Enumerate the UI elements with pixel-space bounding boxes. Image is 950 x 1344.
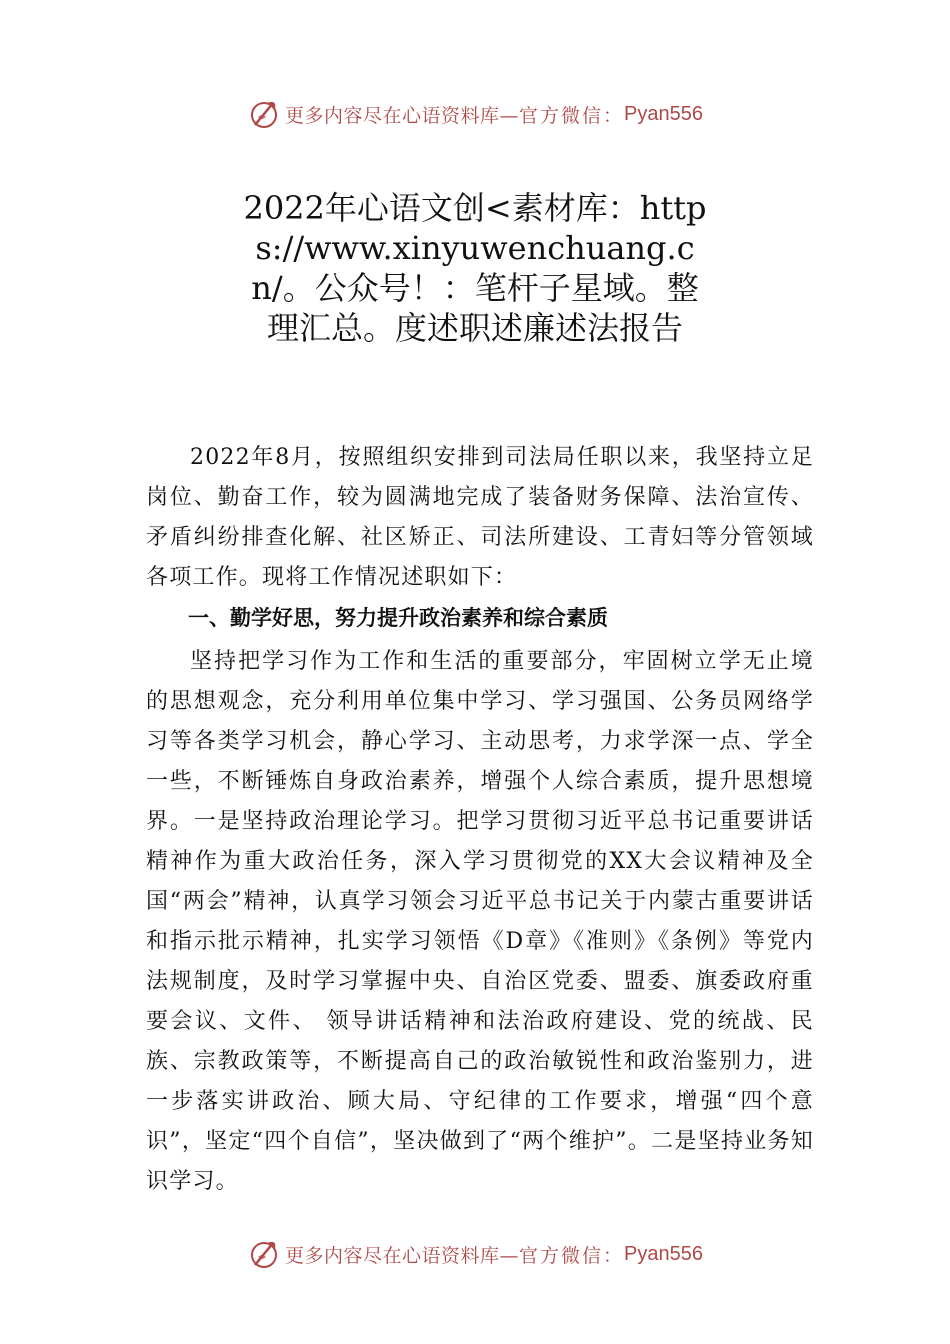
- quill-logo-icon: [247, 97, 281, 131]
- quill-logo-icon: [247, 1237, 281, 1271]
- banner-wechat-id: Pyan556: [624, 1242, 703, 1265]
- document-title: 2022年心语文创<素材库：https://www.xinyuwenchuang.cn/。公众号！：笔杆子星域。整理汇总。度述职述廉述法报告: [243, 189, 707, 347]
- footer-banner: [0, 1234, 950, 1274]
- header-banner: [0, 94, 950, 134]
- banner-text: 更多内容尽在心语资料库—: [285, 104, 520, 127]
- banner-wechat-label: 官方微信：: [519, 1244, 625, 1267]
- section-heading: 一、勤学好思，努力提升政治素养和综合素质: [188, 606, 608, 630]
- banner-wechat-id: Pyan556: [624, 102, 703, 125]
- intro-paragraph: 2022年8月，按照组织安排到司法局任职以来，我坚持立足岗位、勤奋工作，较为圆满地完成了装备财务保障、法治宣传、矛盾纠纷排查化解、社区矫正、司法所建设、工青妇等分管领域各项工作。现将工作情况述职如下：: [146, 445, 814, 590]
- document-body: [146, 438, 814, 1202]
- banner-text: 更多内容尽在心语资料库—: [285, 1244, 520, 1267]
- section-paragraph: 坚持把学习作为工作和生活的重要部分，牢固树立学无止境的思想观念，充分利用单位集中学习、学习强国、公务员网络学习等各类学习机会，静心学习、主动思考，力求学深一点、学全一些，不断锤炼自身政治素养，增强个人综合素质，提升思想境界。一是坚持政治理论学习。把学习贯彻习近平总书记重要讲话精神作为重大政治任务，深入学习贯彻党的XX大会议精神及全国“两会”精神，认真学习领会习近平总书记关于内蒙古重要讲话和指示批示精神，扎实学习领悟《D章》《准则》《条例》等党内法规制度，及时学习掌握中央、自治区党委、盟委、旗委政府重要会议、文件、 领导讲话精神和法治政府建设、党的统战、民族、宗教政策等，不断提高自己的政治敏锐性和政治鉴别力，进一步落实讲政治、顾大局、守纪律的工作要求，增强“四个意识”，坚定“四个自信”，坚决做到了“两个维护”。二是坚持业务知识学习。: [146, 649, 814, 1194]
- banner-wechat-label: 官方微信：: [519, 104, 625, 127]
